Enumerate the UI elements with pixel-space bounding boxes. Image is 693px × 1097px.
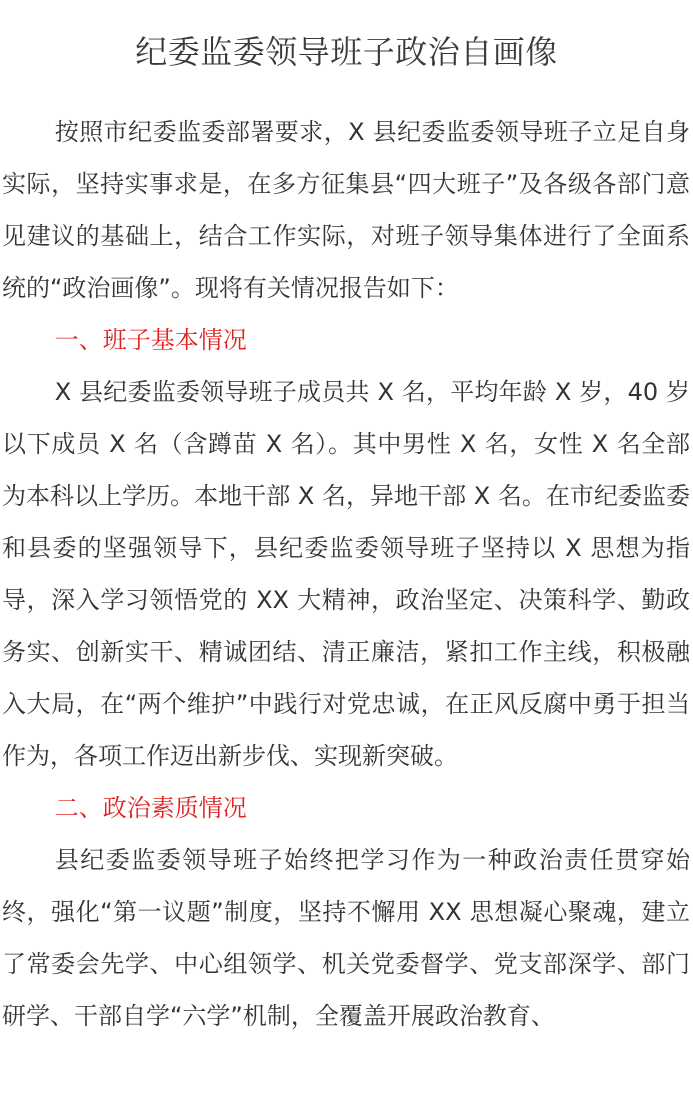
document-body bbox=[2, 106, 690, 1042]
intro-paragraph: 按照市纪委监委部署要求，X 县纪委监委领导班子立足自身实际，坚持实事求是，在多方征集县“四大班子”及各级各部门意见建议的基础上，结合工作实际，对班子领导集体进行了全面系统的“政治画像”。现将有关情况报告如下： bbox=[2, 118, 690, 302]
section-heading-political-quality: 二、政治素质情况 bbox=[54, 794, 247, 822]
document-title: 纪委监委领导班子政治自画像 bbox=[135, 33, 558, 71]
section-heading-basic-situation: 一、班子基本情况 bbox=[54, 326, 247, 354]
basic-situation-paragraph: X 县纪委监委领导班子成员共 X 名，平均年龄 X 岁，40 岁以下成员 X 名（含蹲苗 X 名）。其中男性 X 名，女性 X 名全部为本科以上学历。本地干部 X 名，异地干部 X 名。在市纪委监委和县委的坚强领导下，县纪委监委领导班子坚持以 X 思想为指导，深入学习领悟党的 XX 大精神，政治坚定、决策科学、勤政务实、创新实干、精诚团结、清正廉洁，紧扣工作主线，积极融入大局，在“两个维护”中践行对党忠诚，在正风反腐中勇于担当作为，各项工作迈出新步伐、实现新突破。 bbox=[2, 378, 690, 770]
political-quality-paragraph: 县纪委监委领导班子始终把学习作为一种政治责任贯穿始终，强化“第一议题”制度，坚持不懈用 XX 思想凝心聚魂，建立了常委会先学、中心组领学、机关党委督学、党支部深学、部门研学、干部自学“六学”机制，全覆盖开展政治教育、 bbox=[2, 846, 690, 1030]
